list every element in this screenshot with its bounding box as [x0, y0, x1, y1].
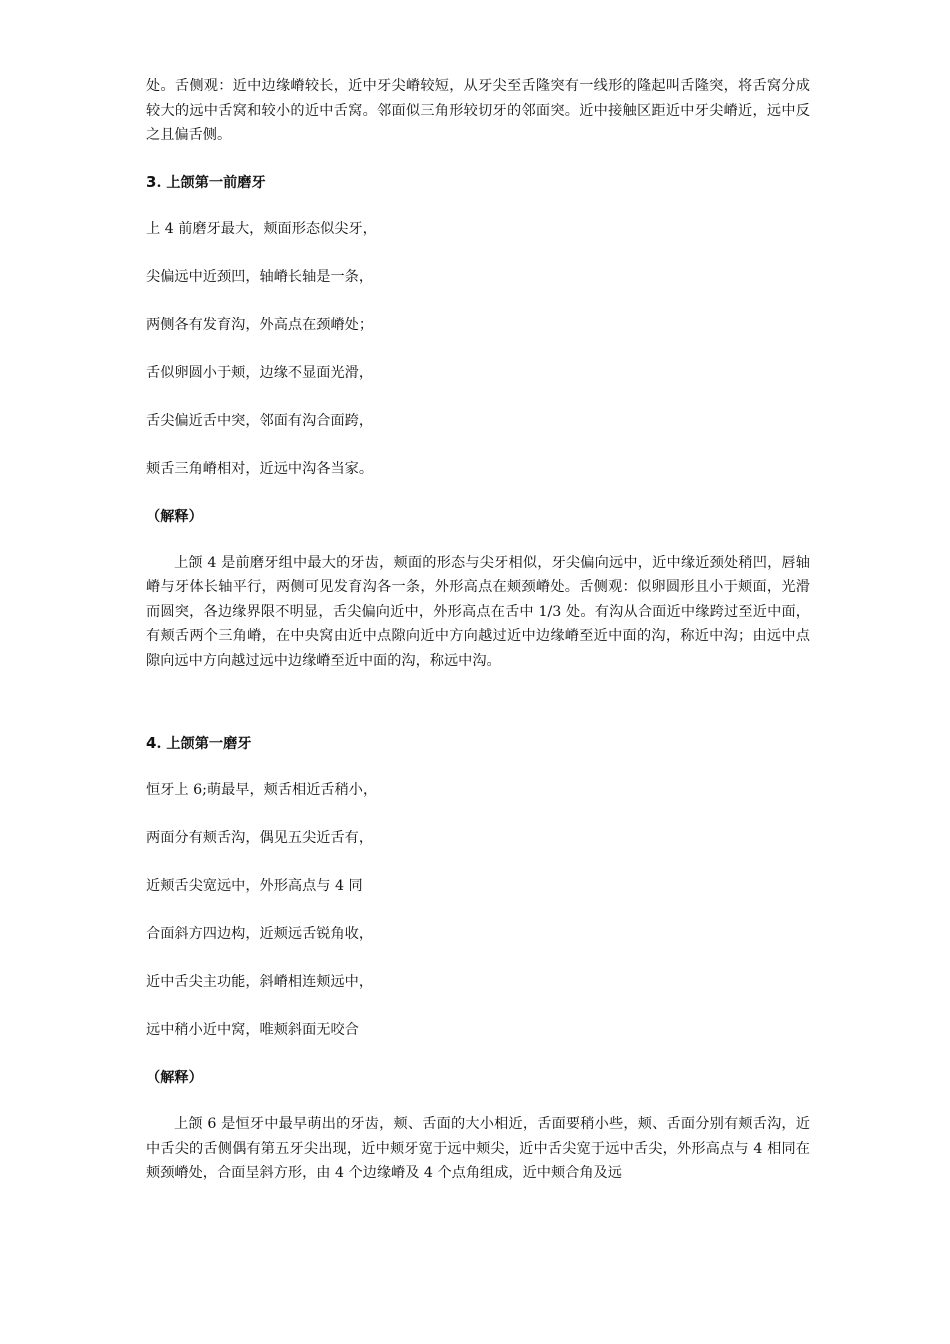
section-4-verse-3: 近颊舌尖宽远中，外形高点与 4 同	[146, 878, 363, 894]
section-3-verse-1: 上 4 前磨牙最大，颊面形态似尖牙，	[146, 220, 377, 237]
section-3-verse-6: 颊舌三角嵴相对，近远中沟各当家。	[146, 460, 374, 477]
section-3-verse-2: 尖偏远中近颈凹，轴嵴长轴是一条，	[146, 268, 374, 285]
section-3-explanation-label: （解释）	[146, 508, 203, 525]
section-3-number: 3	[146, 172, 157, 191]
section-4-number: 4	[146, 734, 157, 752]
section-4-verse-6: 远中稍小近中窝，唯颊斜面无咬合	[146, 1022, 359, 1038]
section-4-heading	[146, 731, 810, 756]
section-3-verse-3: 两侧各有发育沟，外高点在颈嵴处；	[146, 316, 374, 333]
intro-paragraph: 处。舌侧观：近中边缘嵴较长，近中牙尖嵴较短，从牙尖至舌隆突有一线形的隆起叫舌隆突，将舌窝分成较大的远中舌窝和较小的近中舌窝。邻面似三角形较切牙的邻面突。近中接触区距近中牙尖嵴近，远中反之且偏舌侧。	[146, 78, 810, 143]
section-3-heading	[146, 170, 810, 195]
section-4-explanation: 上颌 6 是恒牙中最早萌出的牙齿，颊、舌面的大小相近，舌面要稍小些，颊、舌面分别有颊舌沟，近中舌尖的舌侧偶有第五牙尖出现，近中颊牙宽于远中颊尖，近中舌尖宽于远中舌尖，外形高点与 4 相同在颊颈嵴处，合面呈斜方形，由 4 个边缘嵴及 4 个点角组成，近中颊合角及远	[146, 1116, 810, 1181]
section-3-verse-4: 舌似卵圆小于颊，边缘不显面光滑，	[146, 364, 374, 381]
section-4-verse-5: 近中舌尖主功能，斜嵴相连颊远中，	[146, 974, 374, 990]
section-4-title: . 上颌第一磨牙	[156, 736, 252, 752]
section-3-explanation: 上颌 4 是前磨牙组中最大的牙齿，颊面的形态与尖牙相似，牙尖偏向远中，近中缘近颈处稍凹，唇轴嵴与牙体长轴平行，两侧可见发育沟各一条，外形高点在颊颈嵴处。舌侧观：似卵圆形且小于颊面，光滑而圆突，各边缘界限不明显，舌尖偏向近中，外形高点在舌中 1/3 处。有沟从合面近中缘跨过至近中面，有颊舌两个三角嵴，在中央窝由近中点隙向近中方向越过近中边缘嵴至近中面的沟，称近中沟；由远中点隙向远中方向越过远中边缘嵴至近中面的沟，称远中沟。	[146, 554, 810, 669]
section-3-title: . 上颌第一前磨牙	[156, 174, 266, 191]
section-4-verse-2: 两面分有颊舌沟，偶见五尖近舌有，	[146, 830, 374, 846]
section-4-verse-1: 恒牙上 6;萌最早，颊舌相近舌稍小，	[146, 782, 378, 798]
section-4-explanation-label: （解释）	[146, 1070, 203, 1086]
document-content	[146, 74, 810, 1186]
section-3-verse-5: 舌尖偏近舌中突，邻面有沟合面跨，	[146, 412, 374, 429]
section-4-verse-4: 合面斜方四边构，近颊远舌锐角收，	[146, 926, 374, 942]
